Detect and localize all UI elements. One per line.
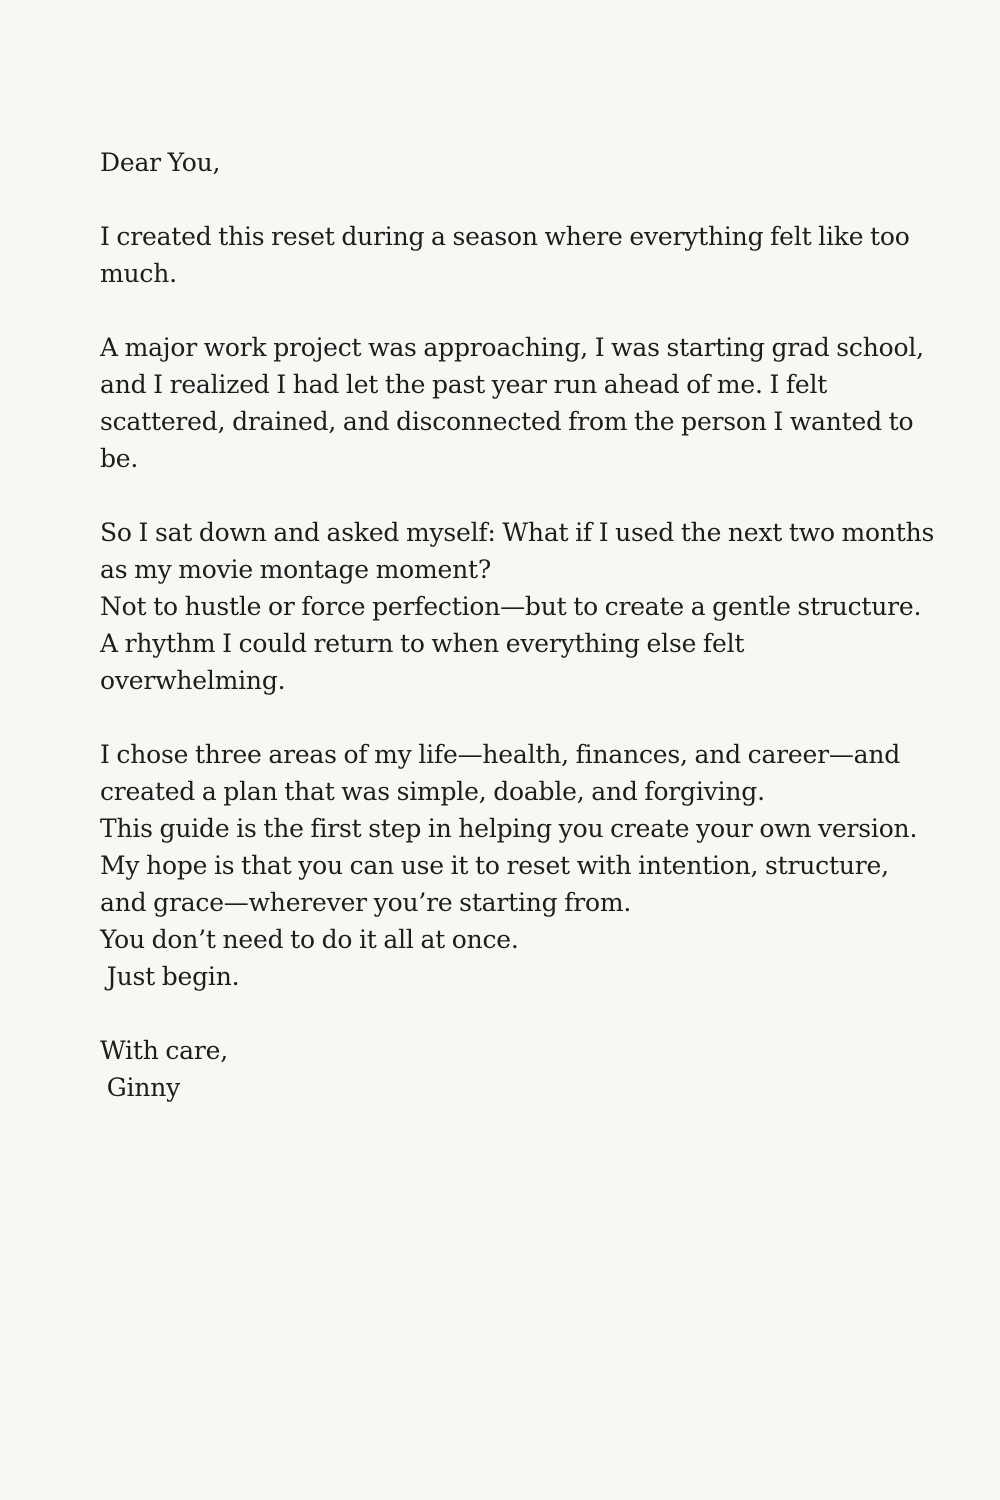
paragraph-gap	[100, 995, 920, 1032]
paragraph-line: Just begin.	[100, 962, 240, 991]
paragraph-gap	[100, 477, 920, 514]
paragraph-line: much.	[100, 259, 177, 288]
paragraph-1	[100, 218, 920, 292]
paragraph-line: and grace—wherever you’re starting from.	[100, 888, 632, 917]
paragraph-line: as my movie montage moment?	[100, 555, 492, 584]
greeting: Dear You,	[100, 148, 221, 177]
paragraph-line: created a plan that was simple, doable, and forgiving.	[100, 777, 765, 806]
paragraph-line: This guide is the first step in helping you create your own version.	[100, 814, 918, 843]
paragraph-line: scattered, drained, and disconnected from the person I wanted to	[100, 407, 914, 436]
paragraph-gap	[100, 292, 920, 329]
paragraph-line: So I sat down and asked myself: What if I used the next two months	[100, 518, 935, 547]
paragraph-3	[100, 514, 935, 699]
signature: Ginny	[100, 1073, 181, 1102]
paragraph-4	[100, 736, 920, 995]
closing: With care,	[100, 1036, 228, 1065]
paragraph-2	[100, 329, 924, 477]
paragraph-gap	[100, 181, 920, 218]
paragraph-line: I chose three areas of my life—health, finances, and career—and	[100, 740, 901, 769]
paragraph-line: A major work project was approaching, I was starting grad school,	[100, 333, 924, 362]
paragraph-line: and I realized I had let the past year run ahead of me. I felt	[100, 370, 828, 399]
paragraph-line: I created this reset during a season where everything felt like too	[100, 222, 910, 251]
letter	[100, 144, 935, 1106]
paragraph-line: A rhythm I could return to when everything else felt	[100, 629, 745, 658]
paragraph-line: My hope is that you can use it to reset with intention, structure,	[100, 851, 889, 880]
paragraph-line: be.	[100, 444, 139, 473]
paragraph-gap	[100, 699, 920, 736]
paragraph-line: You don’t need to do it all at once.	[100, 925, 519, 954]
paragraph-line: Not to hustle or force perfection—but to create a gentle structure.	[100, 592, 922, 621]
paragraph-line: overwhelming.	[100, 666, 286, 695]
